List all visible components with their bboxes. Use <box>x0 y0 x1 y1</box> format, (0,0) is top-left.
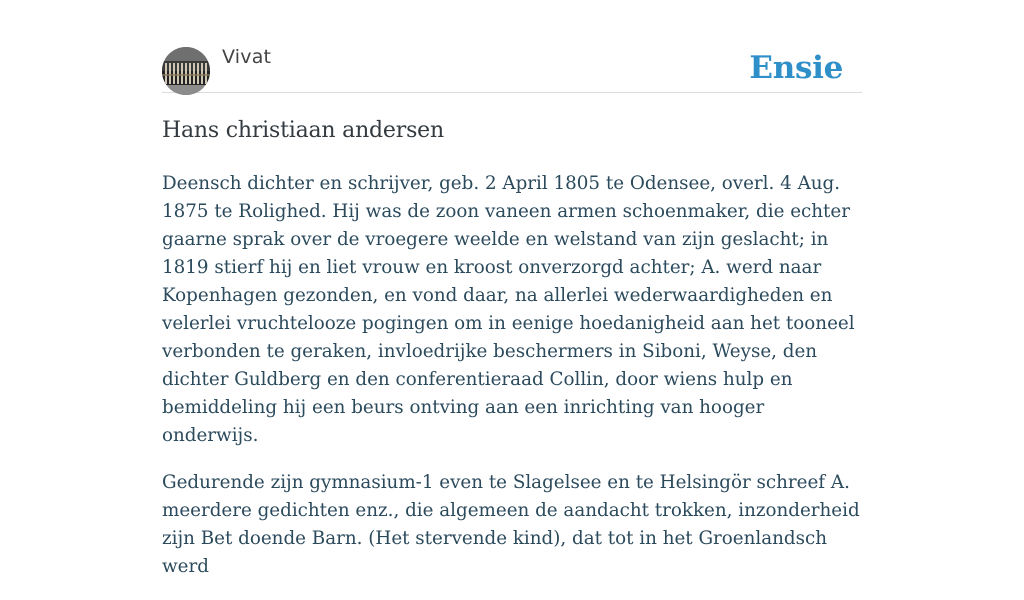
books-icon <box>162 47 210 95</box>
ensie-logo[interactable]: Ensie <box>749 50 843 86</box>
header <box>162 0 862 93</box>
article-body <box>162 170 862 581</box>
article-paragraph: Gedurende zijn gymnasium-1 even te Slagelsee en te Helsingör schreef A. meerdere gedichten enz., die algemeen de aandacht trokken, inzonderheid zijn Bet doende Barn. (Het stervende kind), dat tot in het Groenlandsch werd <box>162 472 860 577</box>
publication-name-link[interactable]: Vivat <box>222 46 272 68</box>
article-title: Hans christiaan andersen <box>162 118 444 143</box>
page <box>162 0 862 600</box>
article-paragraph: Deensch dichter en schrijver, geb. 2 April 1805 te Odensee, overl. 4 Aug. 1875 te Rolighed. Hij was de zoon vaneen armen schoenmaker, die echter gaarne sprak over de vroegere weelde en welstand van zijn geslacht; in 1819 stierf hij en liet vrouw en kroost onverzorgd achter; A. werd naar Kopenhagen gezonden, en vond daar, na allerlei wederwaardigheden en velerlei vruchtelooze pogingen om in eenige hoedanigheid aan het tooneel verbonden te geraken, invloedrijke beschermers in Siboni, Weyse, den dichter Guldberg en den conferentieraad Collin, door wiens hulp en bemiddeling hij een beurs ontving aan een inrichting van hooger onderwijs. <box>162 173 855 446</box>
publication-avatar[interactable] <box>162 47 210 95</box>
